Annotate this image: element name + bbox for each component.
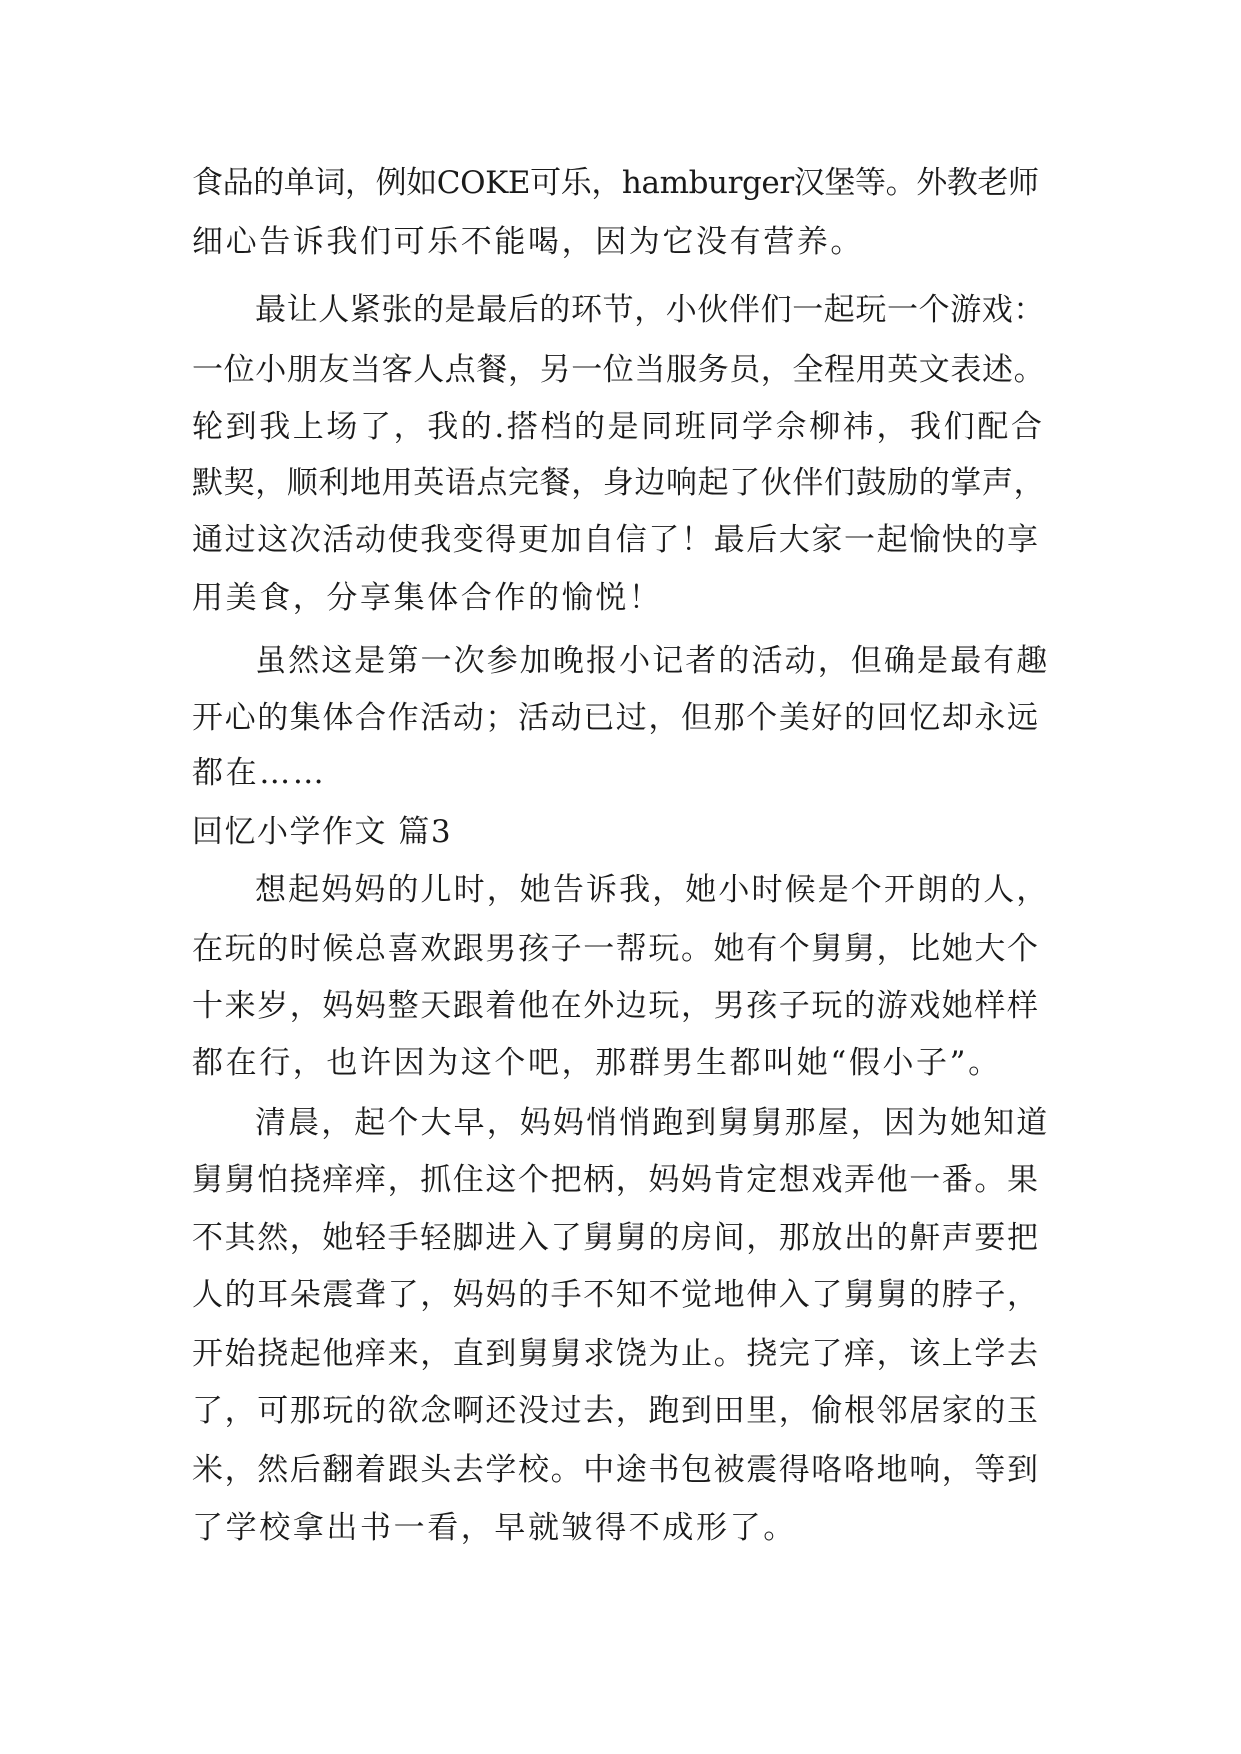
text-line: 都在…… [192, 755, 327, 791]
text-line: 开心的集体合作活动；活动已过，但那个美好的回忆却永远 [192, 700, 1040, 736]
text-line: 细心告诉我们可乐不能喝，因为它没有营养。 [192, 224, 864, 260]
text-line: 开始挠起他痒来，直到舅舅求饶为止。挠完了痒，该上学去 [192, 1336, 1040, 1372]
text-line: 十来岁，妈妈整天跟着他在外边玩，男孩子玩的游戏她样样 [192, 988, 1040, 1024]
text-line: 食品的单词，例如COKE可乐，hamburger汉堡等。外教老师 [192, 165, 1039, 201]
text-line: 米，然后翻着跟头去学校。中途书包被震得咯咯地响，等到 [192, 1452, 1040, 1488]
text-line: 不其然，她轻手轻脚进入了舅舅的房间，那放出的鼾声要把 [192, 1220, 1040, 1256]
text-line: 默契，顺利地用英语点完餐，身边响起了伙伴们鼓励的掌声， [192, 465, 1046, 501]
text-line: 虽然这是第一次参加晚报小记者的活动，但确是最有趣 [255, 643, 1050, 679]
text-line: 最让人紧张的是最后的环节，小伙伴们一起玩一个游戏： [255, 292, 1045, 328]
text-line: 想起妈妈的儿时，她告诉我，她小时候是个开朗的人， [255, 872, 1050, 908]
text-line: 一位小朋友当客人点餐，另一位当服务员，全程用英文表述。 [192, 352, 1046, 388]
text-line: 人的耳朵震聋了，妈妈的手不知不觉地伸入了舅舅的脖子， [192, 1277, 1040, 1313]
text-line: 在玩的时候总喜欢跟男孩子一帮玩。她有个舅舅，比她大个 [192, 931, 1040, 967]
text-line: 都在行，也许因为这个吧，那群男生都叫她“假小子”。 [192, 1045, 1002, 1081]
text-line: 了，可那玩的欲念啊还没过去，跑到田里，偷根邻居家的玉 [192, 1393, 1040, 1429]
text-line: 舅舅怕挠痒痒，抓住这个把柄，妈妈肯定想戏弄他一番。果 [192, 1162, 1040, 1198]
text-line: 清晨，起个大早，妈妈悄悄跑到舅舅那屋，因为她知道 [255, 1105, 1050, 1141]
text-line: 了学校拿出书一看，早就皱得不成形了。 [192, 1510, 797, 1546]
text-line: 轮到我上场了，我的.搭档的是同班同学佘柳祎，我们配合 [192, 409, 1045, 445]
text-line: 通过这次活动使我变得更加自信了！最后大家一起愉快的享 [192, 522, 1040, 558]
text-line: 用美食，分享集体合作的愉悦！ [192, 580, 663, 616]
section-heading: 回忆小学作文 篇3 [192, 814, 453, 850]
